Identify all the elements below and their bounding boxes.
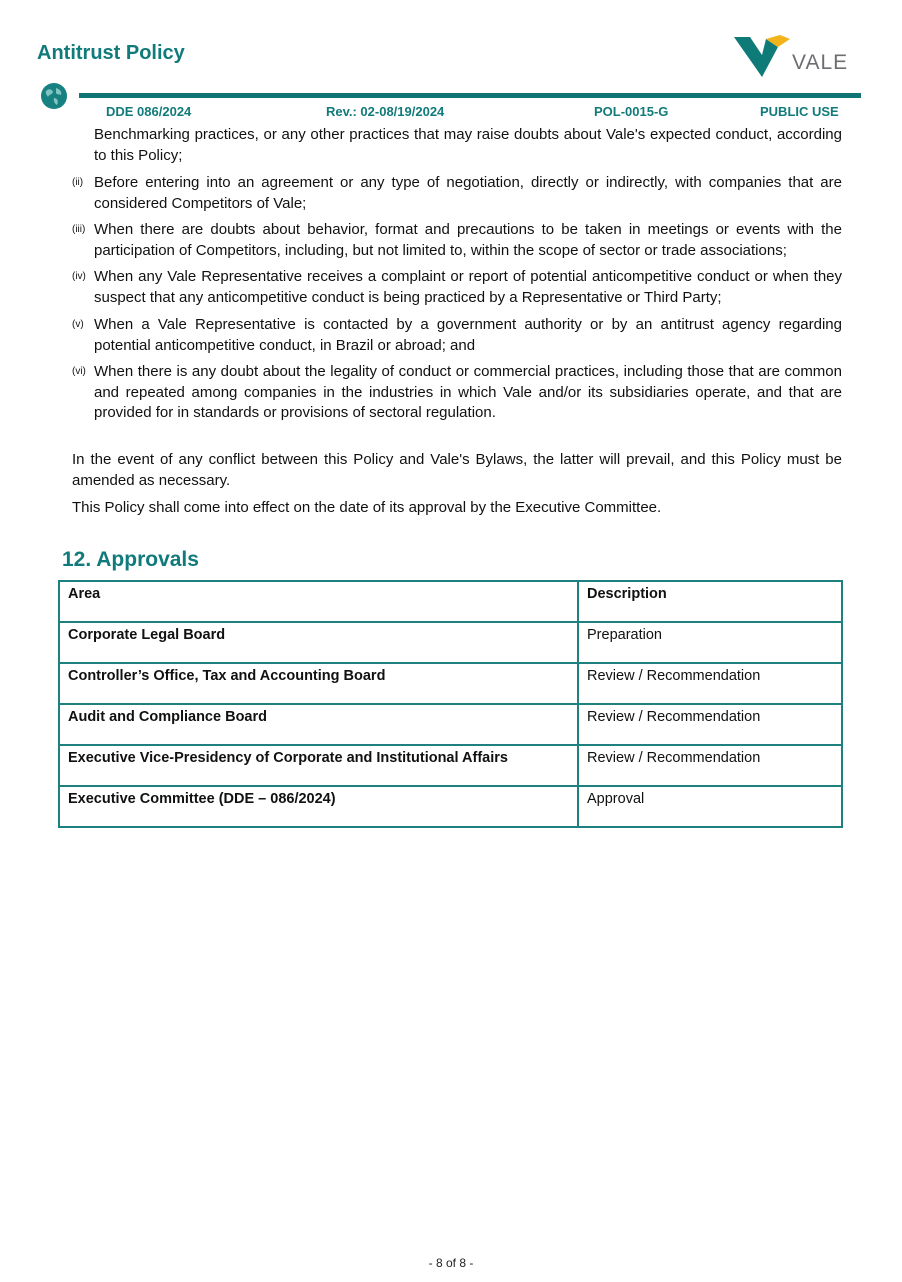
- globe-icon: [40, 82, 68, 110]
- column-header-area: Area: [59, 581, 578, 622]
- cell-area: Controller’s Office, Tax and Accounting Board: [59, 663, 578, 704]
- table-header-row: [59, 581, 842, 622]
- table-row: [59, 786, 842, 827]
- list-item: When there are doubts about behavior, format and precautions to be taken in meetings or events with the participation of Competitors, including, but not limited to, within the scope of sector or trade associations;: [94, 221, 842, 259]
- revision: Rev.: 02-08/19/2024: [326, 104, 445, 119]
- cell-description: Preparation: [578, 622, 842, 663]
- cell-description: Review / Recommendation: [578, 663, 842, 704]
- cell-description: Approval: [578, 786, 842, 827]
- table-row: [59, 704, 842, 745]
- classification: PUBLIC USE: [760, 104, 839, 119]
- cell-description: Review / Recommendation: [578, 745, 842, 786]
- cell-area: Executive Committee (DDE – 086/2024): [59, 786, 578, 827]
- paragraph-effective-date: This Policy shall come into effect on the date of its approval by the Executive Committee.: [72, 499, 662, 516]
- vale-logo: [732, 33, 852, 81]
- cell-description: Review / Recommendation: [578, 704, 842, 745]
- page-number: - 8 of 8 -: [428, 1256, 474, 1270]
- table-row: [59, 622, 842, 663]
- vale-v-icon: [732, 33, 792, 81]
- cell-area: Audit and Compliance Board: [59, 704, 578, 745]
- column-header-description: Description: [578, 581, 842, 622]
- list-item: Before entering into an agreement or any type of negotiation, directly or indirectly, with companies that are considered Competitors of Vale;: [94, 174, 842, 212]
- document-number: DDE 086/2024: [106, 104, 192, 119]
- list-item-number: (iv): [72, 271, 86, 282]
- list-item-number: (vi): [72, 366, 86, 377]
- approvals-table: [58, 580, 843, 828]
- table-row: [59, 663, 842, 704]
- header-divider: [79, 93, 861, 98]
- logo-text: VALE: [792, 51, 849, 74]
- cell-area: Corporate Legal Board: [59, 622, 578, 663]
- cell-area: Executive Vice-Presidency of Corporate and Institutional Affairs: [59, 745, 578, 786]
- list-item-continuation: Benchmarking practices, or any other practices that may raise doubts about Vale's expected conduct, according to this Policy;: [94, 126, 842, 164]
- list-item-number: (v): [72, 319, 84, 330]
- list-item-number: (ii): [72, 177, 84, 188]
- page-title: Antitrust Policy: [37, 42, 185, 64]
- list-item-number: (iii): [72, 224, 86, 235]
- list-item: When a Vale Representative is contacted by a government authority or by an antitrust agency regarding potential anticompetitive conduct, in Brazil or abroad; and: [94, 316, 842, 354]
- section-heading-approvals: 12. Approvals: [62, 548, 199, 571]
- list-item: When any Vale Representative receives a complaint or report of potential anticompetitive conduct or when they suspect that any anticompetitive conduct is being practiced by a Representative or Third Party;: [94, 268, 842, 306]
- paragraph-conflict: In the event of any conflict between this Policy and Vale's Bylaws, the latter will prevail, and this Policy must be amended as necessary.: [72, 451, 842, 489]
- table-row: [59, 745, 842, 786]
- list-item: When there is any doubt about the legality of conduct or commercial practices, including those that are common and repeated among companies in the industries in which Vale and/or its subsidiaries operate, and that are provided for in standards or provisions of sectoral regulation.: [94, 363, 842, 421]
- policy-code: POL-0015-G: [594, 104, 669, 119]
